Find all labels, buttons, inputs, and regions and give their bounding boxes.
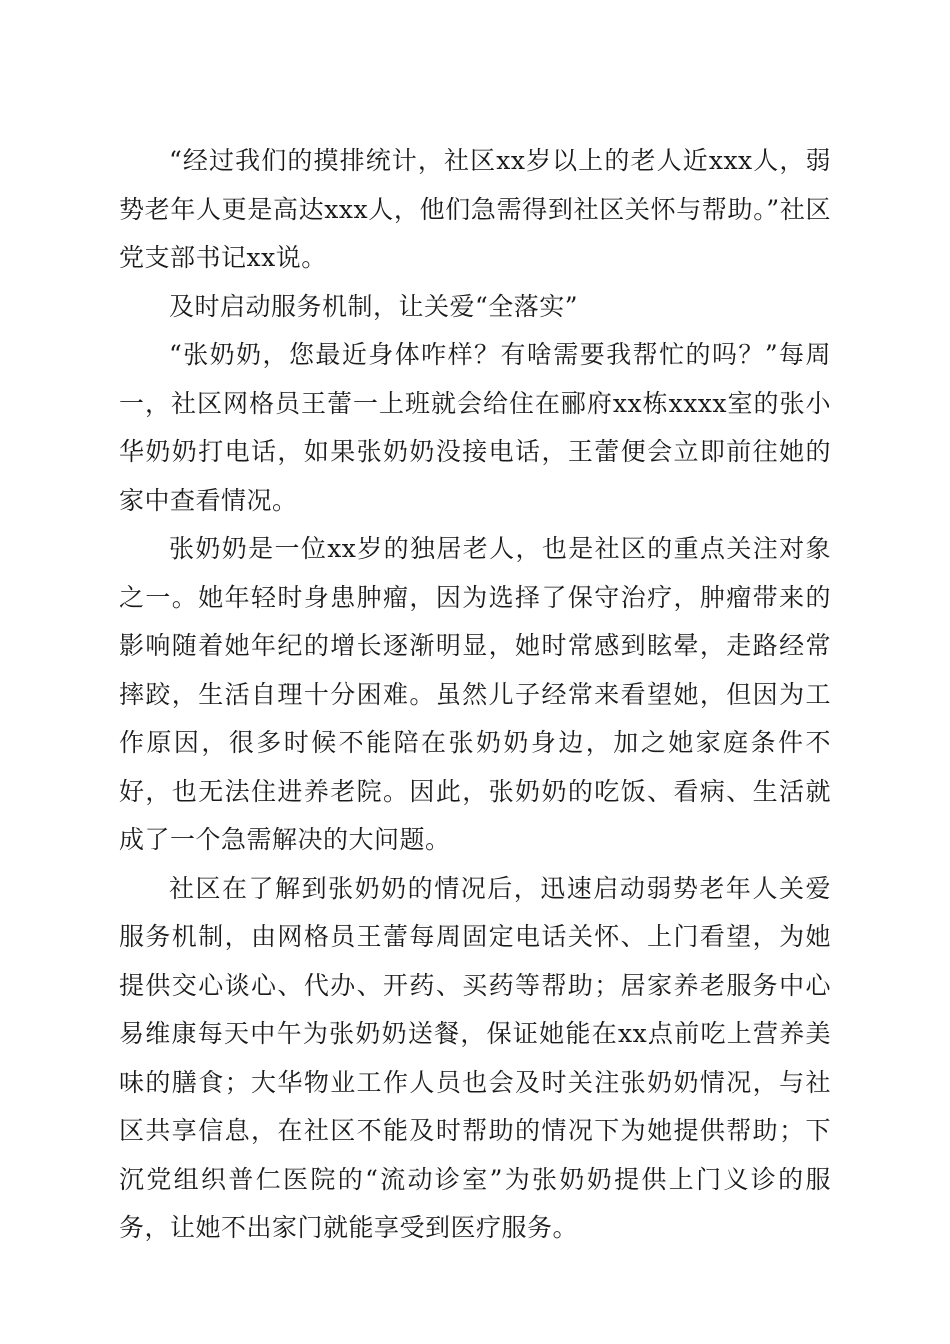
document-body (119, 137, 831, 1253)
section-heading: 及时启动服务机制，让关爱“全落实” (169, 291, 579, 321)
paragraph-care-mechanism: 社区在了解到张奶奶的情况后，迅速启动弱势老年人关爱服务机制，由网格员王蕾每周固定电话关怀、上门看望，为她提供交心谈心、代办、开药、买药等帮助；居家养老服务中心易维康每天中午为张奶奶送餐，保证她能在xx点前吃上营养美味的膳食；大华物业工作人员也会及时关注张奶奶情况，与社区共享信息，在社区不能及时帮助的情况下为她提供帮助；下沉党组织普仁医院的“流动诊室”为张奶奶提供上门义诊的服务，让她不出家门就能享受到医疗服务。 (119, 873, 831, 1242)
paragraph-statistics-quote: “经过我们的摸排统计，社区xx岁以上的老人近xxx人，弱势老年人更是高达xxx人，他们急需得到社区关怀与帮助。”社区党支部书记xx说。 (119, 146, 831, 272)
paragraph-grandma-background: 张奶奶是一位xx岁的独居老人，也是社区的重点关注对象之一。她年轻时身患肿瘤，因为选择了保守治疗，肿瘤带来的影响随着她年纪的增长逐渐明显，她时常感到眩晕，走路经常摔跤，生活自理十分困难。虽然儿子经常来看望她，但因为工作原因，很多时候不能陪在张奶奶身边，加之她家庭条件不好，也无法住进养老院。因此，张奶奶的吃饭、看病、生活就成了一个急需解决的大问题。 (119, 534, 831, 854)
paragraph-weekly-call: “张奶奶，您最近身体咋样？有啥需要我帮忙的吗？”每周一，社区网格员王蕾一上班就会给住在郦府xx栋xxxx室的张小华奶奶打电话，如果张奶奶没接电话，王蕾便会立即前往她的家中查看情况。 (119, 340, 831, 515)
